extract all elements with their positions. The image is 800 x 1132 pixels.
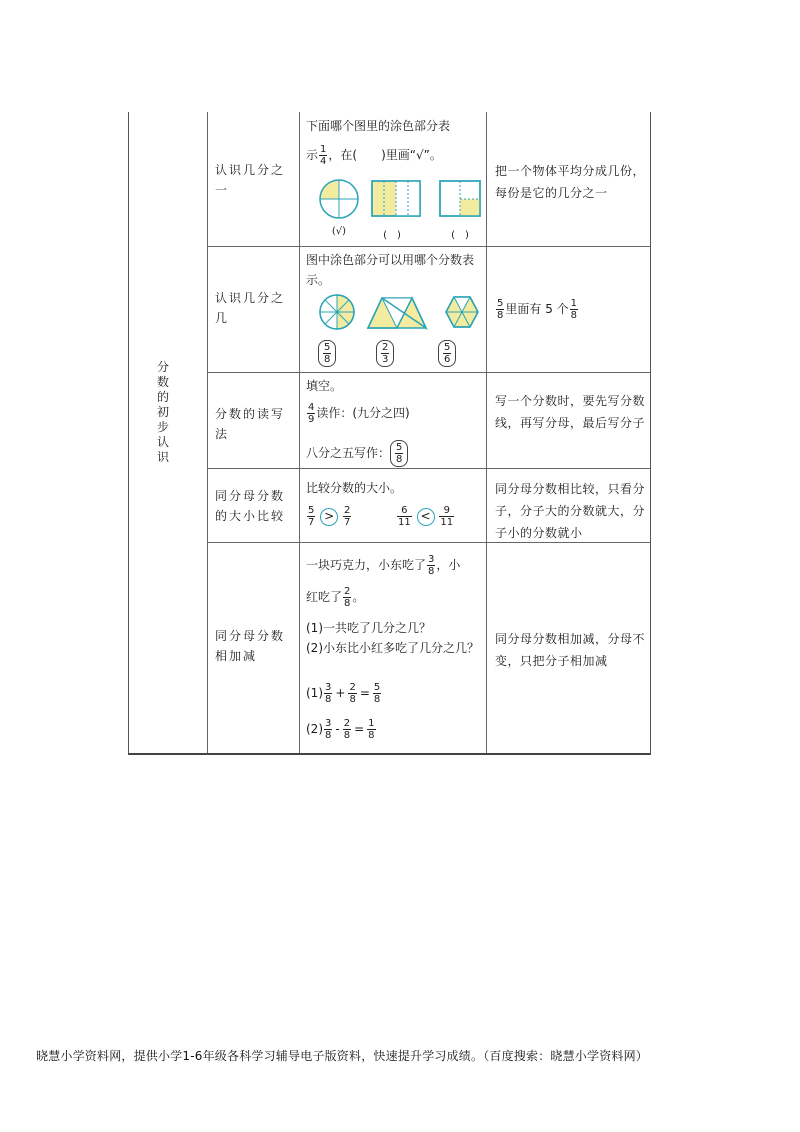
question-row2: 图中涂色部分可以用哪个分数表示。 [306, 253, 475, 287]
read-line: $\frac{4}{9}$ 读作：(九分之四) [308, 402, 410, 425]
chapter-char: 分 [156, 360, 169, 374]
row1-figures [318, 178, 488, 220]
square-unequal-figure [440, 181, 480, 216]
fraction: $\frac{2}{8}$ [343, 718, 351, 741]
footer-note: 晓慧小学资料网，提供小学1-6年级各科学习辅导电子版资料，快速提升学习成绩。（百度搜索：晓慧小学资料网） [36, 1049, 649, 1063]
trapezoid-thirds-figure [368, 298, 426, 328]
answer-fraction [376, 340, 394, 367]
problem-line2: 红吃了 $\frac{2}{8}$ 。 [306, 586, 365, 609]
fraction: $\frac{5}{7}$ [308, 505, 315, 528]
fraction: $\frac{5}{8}$ [396, 442, 403, 465]
operator: = [359, 686, 370, 700]
answer-label: (2) [306, 722, 323, 736]
write-line: 八分之五写作： $\frac{5}{8}$ [306, 440, 408, 467]
question-row1-line2: 示 $\frac{1}{4}$ ，在( )里画“√”。 [306, 144, 442, 167]
compare-1 [306, 505, 352, 528]
fraction: $\frac{5}{8}$ [497, 298, 504, 321]
description-row2: $\frac{5}{8}$ 里面有 5 个 $\frac{1}{8}$ [497, 298, 578, 321]
column-divider [299, 112, 300, 753]
chapter-char: 初 [156, 405, 169, 419]
fraction: $\frac{9}{11}$ [440, 505, 454, 528]
question-row1-line1: 下面哪个图里的涂色部分表 [306, 119, 451, 133]
fraction: $\frac{2}{8}$ [344, 586, 351, 609]
problem-line1: 一块巧克力，小东吃了 $\frac{3}{8}$ ，小 [306, 554, 461, 577]
question-row3: 填空。 [306, 379, 343, 393]
chapter-char: 数 [156, 375, 169, 389]
row-divider [207, 246, 650, 247]
chapter-char: 步 [156, 420, 169, 434]
fraction: $\frac{5}{8}$ [373, 682, 381, 705]
row2-figures [318, 293, 488, 333]
topic-fraction-one-part: 认识几分之一 [215, 163, 286, 197]
sub-question-2: (2)小东比小红多吃了几分之几？ [306, 641, 479, 655]
operator: = [354, 722, 365, 736]
comparison-sign: < [417, 508, 435, 526]
fraction: $\frac{2}{3}$ [382, 342, 389, 365]
answer-mark: ( ) [451, 230, 469, 241]
description-row5: 同分母分数相加减，分母不变，只把分子相加减 [495, 632, 646, 668]
chapter-char: 认 [156, 435, 169, 449]
fraction: $\frac{5}{8}$ [324, 342, 331, 365]
fraction: $\frac{6}{11}$ [398, 505, 411, 528]
fraction: $\frac{2}{7}$ [344, 505, 351, 528]
fraction: $\frac{5}{6}$ [444, 342, 451, 365]
fraction: $\frac{3}{8}$ [428, 554, 435, 577]
operator: + [335, 686, 346, 700]
answer-fraction [318, 340, 336, 367]
answer-1 [306, 682, 382, 705]
hexagon-sixths-figure [446, 297, 478, 327]
description-row1: 把一个物体平均分成几份，每份是它的几分之一 [495, 164, 646, 200]
answer-mark: (√) [331, 226, 347, 237]
compare-2 [396, 505, 455, 528]
topic-compare-fractions: 同分母分数的大小比较 [215, 489, 286, 523]
topic-fraction-several-parts: 认识几分之几 [215, 291, 286, 325]
answer-2 [306, 718, 377, 741]
row-divider [207, 468, 650, 469]
fraction: $\frac{3}{8}$ [325, 718, 332, 741]
topic-read-write-fractions: 分数的读写法 [215, 407, 286, 441]
chapter-title [152, 360, 174, 465]
answer-fraction [438, 340, 456, 367]
circle-quarter-figure [320, 180, 358, 218]
chapter-char: 的 [156, 390, 169, 404]
chapter-char: 识 [156, 450, 169, 464]
circle-eighths-figure [320, 295, 354, 329]
operator: - [335, 722, 340, 736]
rectangle-half-figure [372, 181, 420, 216]
fraction: $\frac{3}{8}$ [325, 682, 332, 705]
description-row3: 写一个分数时，要先写分数线，再写分母，最后写分子 [495, 394, 646, 430]
column-divider [207, 112, 208, 753]
topic-add-subtract-fractions: 同分母分数相加减 [215, 629, 286, 663]
sub-question-1: (1)一共吃了几分之几？ [306, 621, 431, 635]
fraction: $\frac{2}{8}$ [349, 682, 356, 705]
fraction: $\frac{4}{9}$ [308, 402, 315, 425]
fraction: $\frac{1}{4}$ [320, 144, 327, 167]
row-divider [207, 372, 650, 373]
answer-mark: ( ) [383, 230, 401, 241]
question-row4: 比较分数的大小。 [306, 481, 403, 495]
answer-label: (1) [306, 686, 323, 700]
description-row4: 同分母分数相比较，只看分子，分子大的分数就大，分子小的分数就小 [495, 482, 646, 540]
comparison-sign: > [320, 508, 338, 526]
fraction: $\frac{1}{8}$ [570, 298, 578, 321]
fraction: $\frac{1}{8}$ [368, 718, 375, 741]
